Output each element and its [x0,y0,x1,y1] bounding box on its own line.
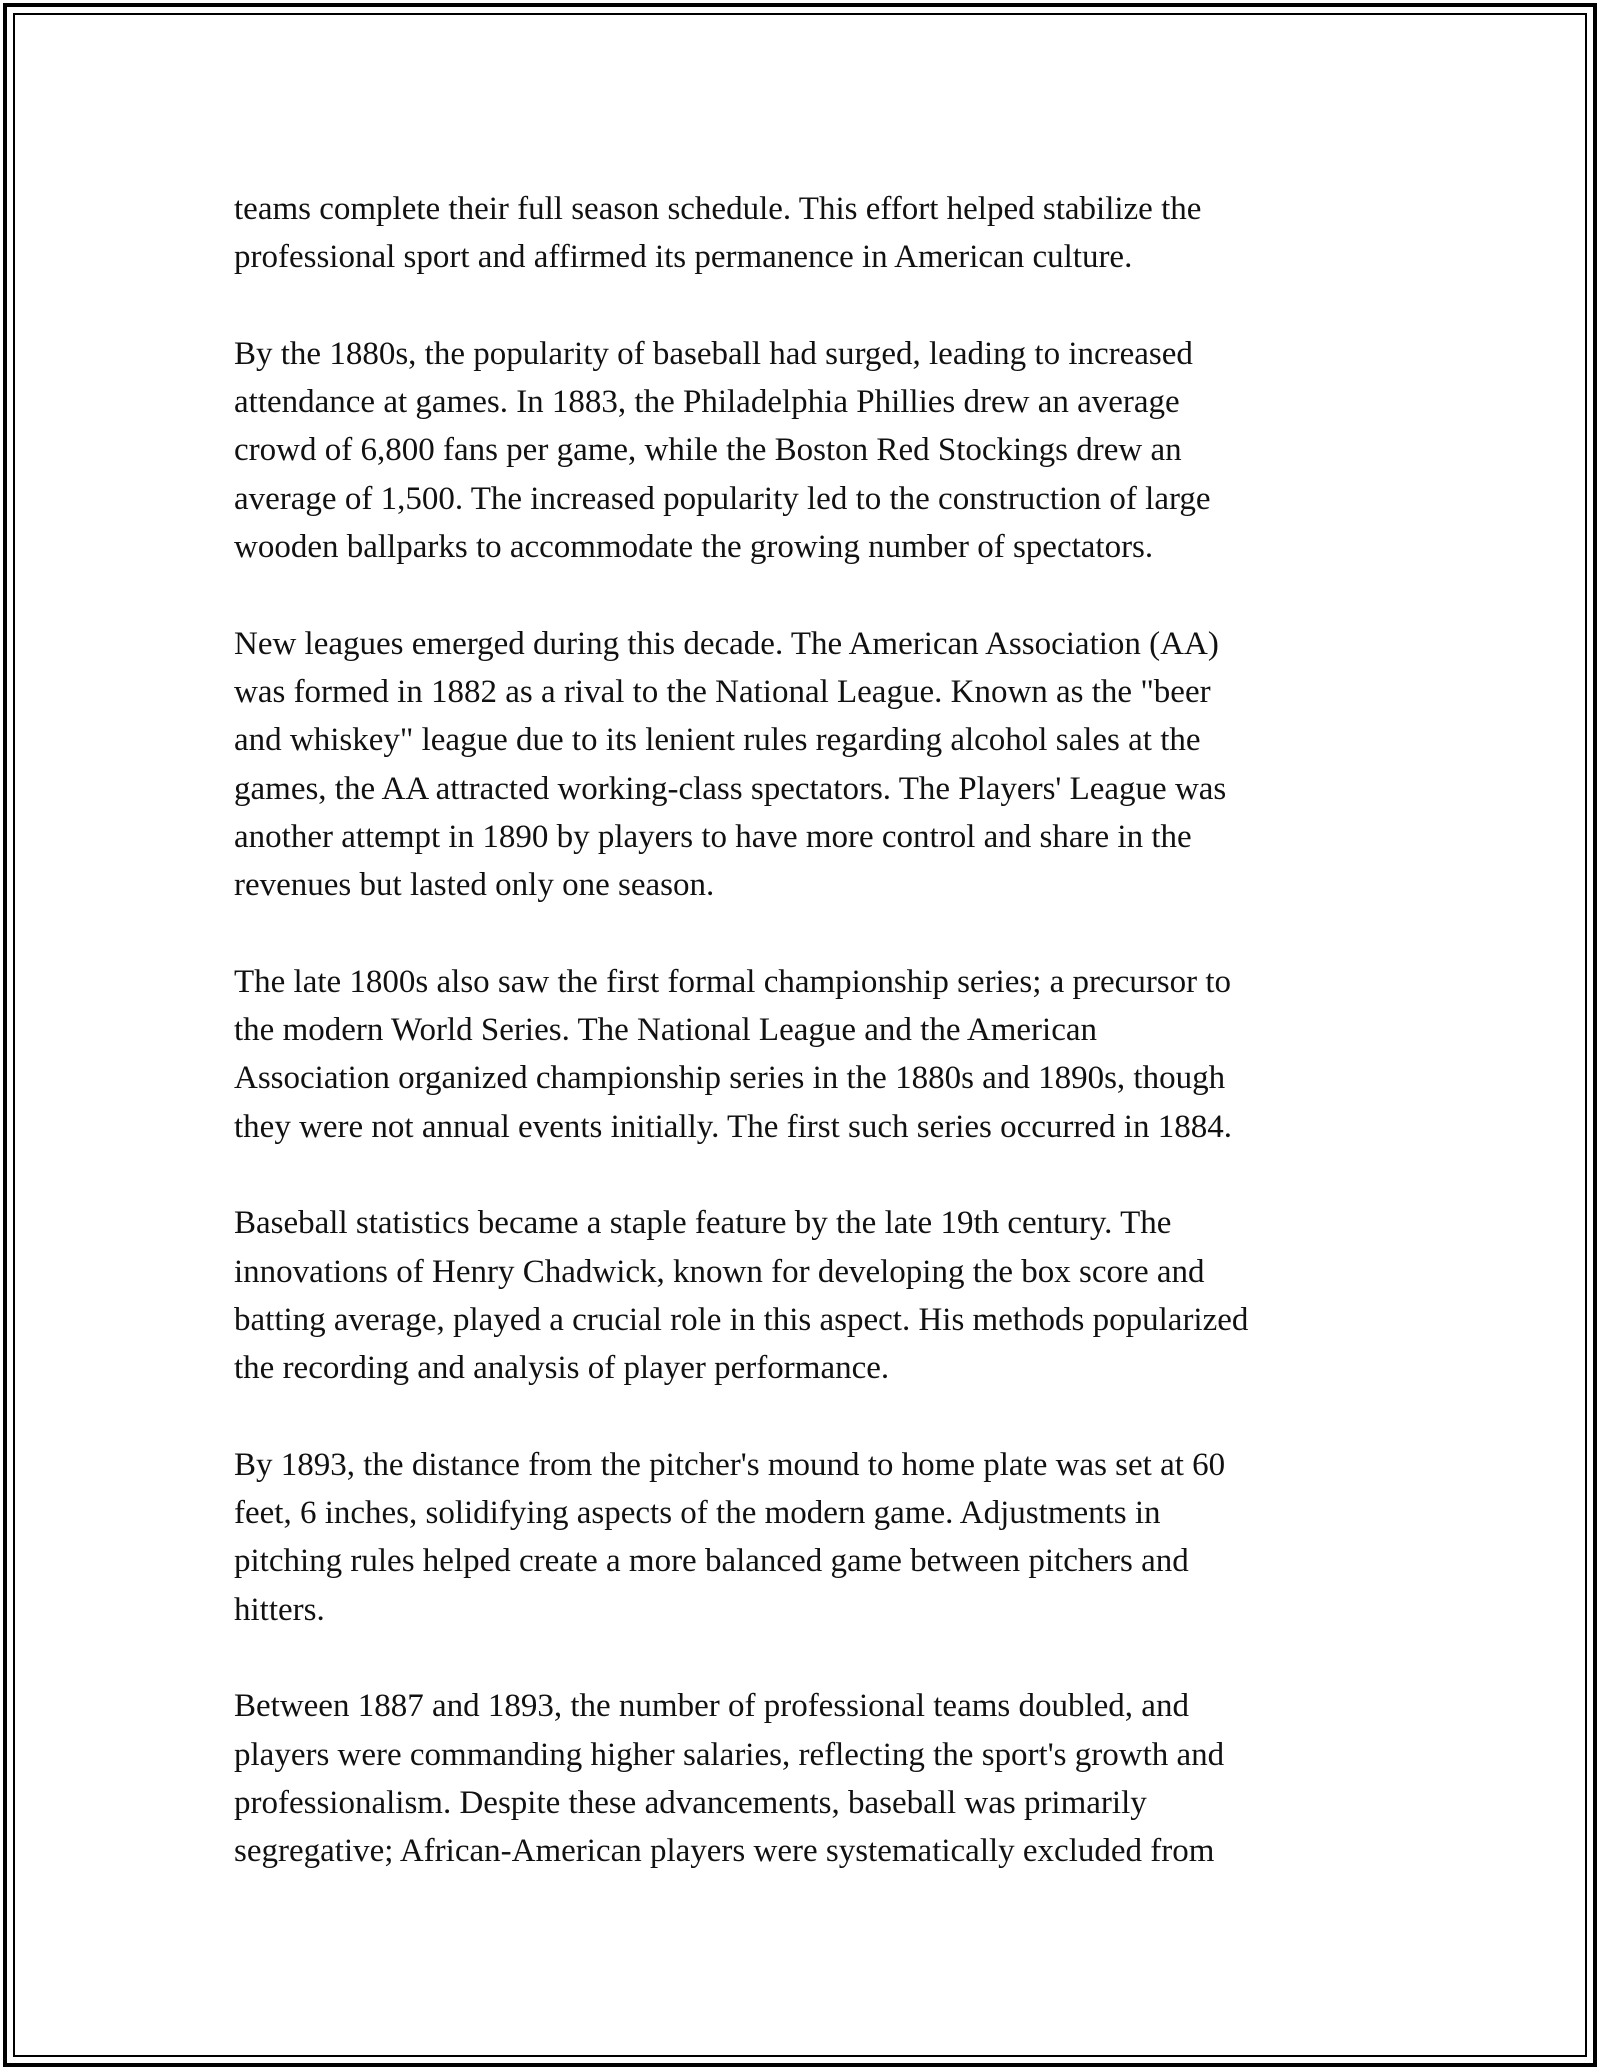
text-line: and whiskey" league due to its lenient rules regarding alcohol sales at the [234,722,1201,759]
text-line: pitching rules helped create a more balanced game between pitchers and [234,1543,1189,1580]
text-line: was formed in 1882 as a rival to the National League. Known as the "beer [234,673,1211,710]
text-line: professionalism. Despite these advancements, baseball was primarily [234,1784,1147,1821]
text-line: players were commanding higher salaries, reflecting the sport's growth and [234,1736,1225,1773]
text-line: games, the AA attracted working-class spectators. The Players' League was [234,770,1227,807]
text-line: they were not annual events initially. The first such series occurred in 1884. [234,1108,1232,1145]
text-line: crowd of 6,800 fans per game, while the Boston Red Stockings drew an [234,432,1182,469]
text-line: hitters. [234,1591,325,1628]
text-line: Association organized championship series in the 1880s and 1890s, though [234,1060,1226,1097]
text-line: average of 1,500. The increased popularity led to the construction of large [234,480,1211,517]
text-line: batting average, played a crucial role in this aspect. His methods popularized [234,1301,1249,1338]
document-body [234,185,1384,1924]
text-line: teams complete their full season schedule. This effort helped stabilize the [234,191,1202,227]
text-line: Between 1887 and 1893, the number of professional teams doubled, and [234,1688,1189,1725]
text-line: The late 1800s also saw the first formal championship series; a precursor to [234,963,1232,1000]
paragraph [234,185,1384,282]
text-line: the modern World Series. The National League and the American [234,1012,1098,1049]
paragraph [234,330,1384,571]
text-line: By 1893, the distance from the pitcher's mound to home plate was set at 60 [234,1446,1226,1483]
paragraph [234,620,1384,910]
paragraph [234,1682,1384,1875]
text-line: innovations of Henry Chadwick, known for developing the box score and [234,1253,1205,1290]
text-line: Baseball statistics became a staple feature by the late 19th century. The [234,1205,1172,1242]
paragraph [234,1441,1384,1634]
text-line: the recording and analysis of player performance. [234,1350,890,1387]
text-line: By the 1880s, the popularity of baseball had surged, leading to increased [234,335,1193,372]
text-line: New leagues emerged during this decade. The American Association (AA) [234,625,1219,662]
paragraph [234,958,1384,1151]
text-line: wooden ballparks to accommodate the growing number of spectators. [234,529,1154,566]
text-line: revenues but lasted only one season. [234,867,715,904]
text-line: another attempt in 1890 by players to have more control and share in the [234,818,1192,855]
text-line: segregative; African-American players were systematically excluded from [234,1833,1215,1870]
text-line: attendance at games. In 1883, the Philadelphia Phillies drew an average [234,384,1180,421]
text-line: feet, 6 inches, solidifying aspects of the modern game. Adjustments in [234,1495,1161,1532]
text-line: professional sport and affirmed its permanence in American culture. [234,239,1133,276]
paragraph [234,1199,1384,1392]
